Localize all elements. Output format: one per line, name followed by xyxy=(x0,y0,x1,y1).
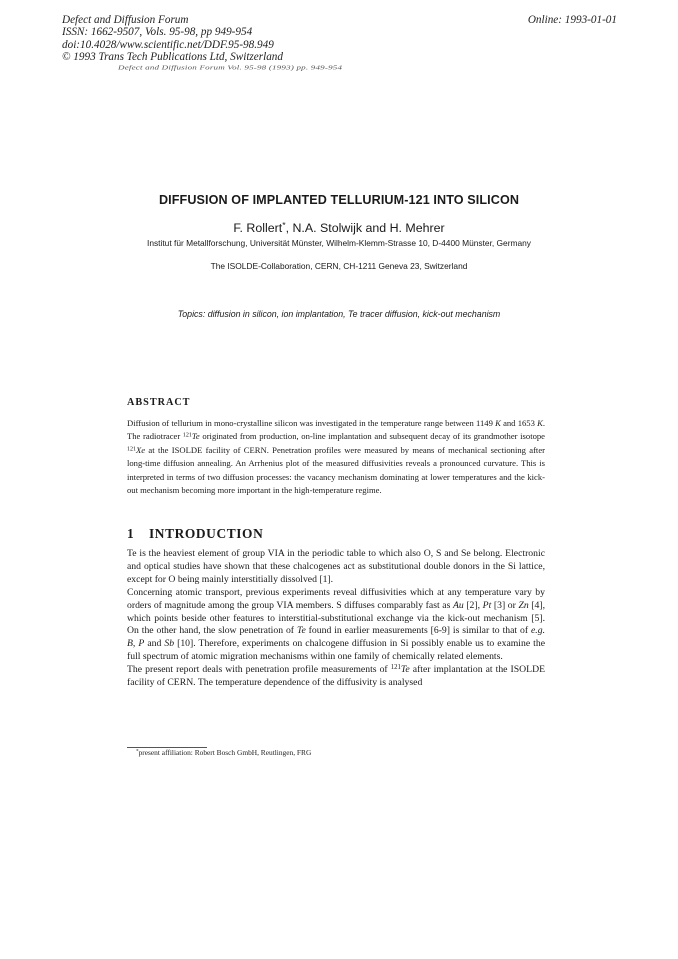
author-rollert: F. Rollert xyxy=(233,221,283,235)
text-span: , xyxy=(132,638,139,650)
text-span: The present report deals with penetration profile measurements of xyxy=(127,664,391,676)
element-zn: Zn xyxy=(518,599,529,611)
element-te: Te xyxy=(191,431,200,442)
text-span: [10]. Therefore, experiments on chalcogene diffusion in Si possibly enable us to examine the full spectrum of atomic migration mechanisms within one family of chemically related elements. xyxy=(127,638,545,663)
affiliation-mark: * xyxy=(282,220,286,231)
faint-running-head: Defect and Diffusion Forum Vol. 95-98 (1993) pp. 949-954 xyxy=(118,64,343,71)
topics-line: Topics: diffusion in silicon, ion implantation, Te tracer diffusion, kick-out mechanism xyxy=(177,309,501,319)
text-span: [2], xyxy=(463,599,483,611)
element-p: P xyxy=(138,638,145,650)
abstract-heading: ABSTRACT xyxy=(127,397,191,408)
introduction-body xyxy=(127,548,545,690)
element-xe: Xe xyxy=(136,444,146,455)
abstract-text xyxy=(127,417,545,497)
author-rest: , N.A. Stolwijk and H. Mehrer xyxy=(285,221,445,235)
eg-abbrev: e.g. xyxy=(531,625,545,637)
journal-name: Defect and Diffusion Forum xyxy=(62,14,189,26)
text-span: [3] or xyxy=(491,599,519,611)
element-te: Te xyxy=(296,625,306,637)
text-span: [4], which points beside other features to interstitial-substitutional exchange via the kick-out mechanism [5]. On the other hand, the slow penetration of xyxy=(127,599,546,637)
element-au: Au xyxy=(452,599,464,611)
element-b: B xyxy=(127,638,133,650)
paper-title: DIFFUSION OF IMPLANTED TELLURIUM-121 INTO SILICON xyxy=(158,193,520,207)
element-sb: Sb xyxy=(164,638,175,650)
footnote-mark: * xyxy=(136,748,139,755)
publication-header xyxy=(62,14,617,64)
kelvin-unit: K xyxy=(537,418,543,428)
intro-paragraph-2 xyxy=(127,587,545,664)
doi-line[interactable]: doi:10.4028/www.scientific.net/DDF.95-98.949 xyxy=(62,38,274,51)
abstract-span: originated from production, on-line implantation and subsequent decay of its grandmother isotope xyxy=(199,431,545,442)
footnote-text: present affiliation: Robert Bosch GmbH, Reutlingen, FRG xyxy=(138,748,312,757)
abstract-span: and 1653 xyxy=(500,418,538,428)
isotope-mass: 121 xyxy=(127,446,137,453)
copyright-line: © 1993 Trans Tech Publications Ltd, Switzerland xyxy=(62,51,283,64)
abstract-span: at the ISOLDE facility of CERN. Penetration profiles were measured by means of mechanical sectioning after long-time diffusion annealing. An Arrhenius plot of the measured diffusivities reveals a pronounced curvature. This is interpreted in terms of two diffusion processes: the vacancy mechanism dominating at lower temperatures and the kick-out mechanism becoming more important in the high-temperature regime. xyxy=(127,444,545,496)
institution-isolde: The ISOLDE-Collaboration, CERN, CH-1211 Geneva 23, Switzerland xyxy=(210,261,468,271)
text-span: Concerning atomic transport, previous experiments reveal diffusivities which at any temperature vary by orders of magnitude among the group VIA members. S diffuses comparably fast as xyxy=(127,586,545,611)
isotope-mass: 121 xyxy=(182,432,192,439)
institution-munster: Institut für Metallforschung, Universität Münster, Wilhelm-Klemm-Strasse 10, D-4400 Münster, Germany xyxy=(147,238,531,248)
text-span: found in earlier measurements [6-9] is similar to that of xyxy=(305,625,531,637)
element-pt: Pt xyxy=(482,599,492,611)
section-heading-introduction xyxy=(127,526,263,542)
kelvin-unit: K xyxy=(495,418,501,428)
online-date: Online: 1993-01-01 xyxy=(527,14,617,26)
text-span: and xyxy=(144,638,165,650)
text-span: after implantation at the ISOLDE facility of CERN. The temperature dependence of the diffusivity is analysed xyxy=(127,664,545,689)
element-te: Te xyxy=(400,664,410,676)
intro-paragraph-1: Te is the heaviest element of group VIA in the periodic table to which also O, S and Se belong. Electronic and optical studies have shown that these chalcogenes act as substitutional double donors in the Si lattice, except for O being mainly interstitially dissolved [1]. xyxy=(127,548,545,585)
section-title: INTRODUCTION xyxy=(149,526,264,541)
author-line xyxy=(0,221,678,235)
isotope-mass: 121 xyxy=(390,664,401,672)
abstract-span: . The radiotracer xyxy=(127,418,546,442)
section-number: 1 xyxy=(127,526,135,541)
intro-paragraph-3 xyxy=(127,664,545,690)
abstract-span: Diffusion of tellurium in mono-crystalline silicon was investigated in the temperature range between 1149 xyxy=(127,418,496,428)
issn-line: ISSN: 1662-9507, Vols. 95-98, pp 949-954 xyxy=(62,26,253,39)
footnote xyxy=(136,748,311,757)
